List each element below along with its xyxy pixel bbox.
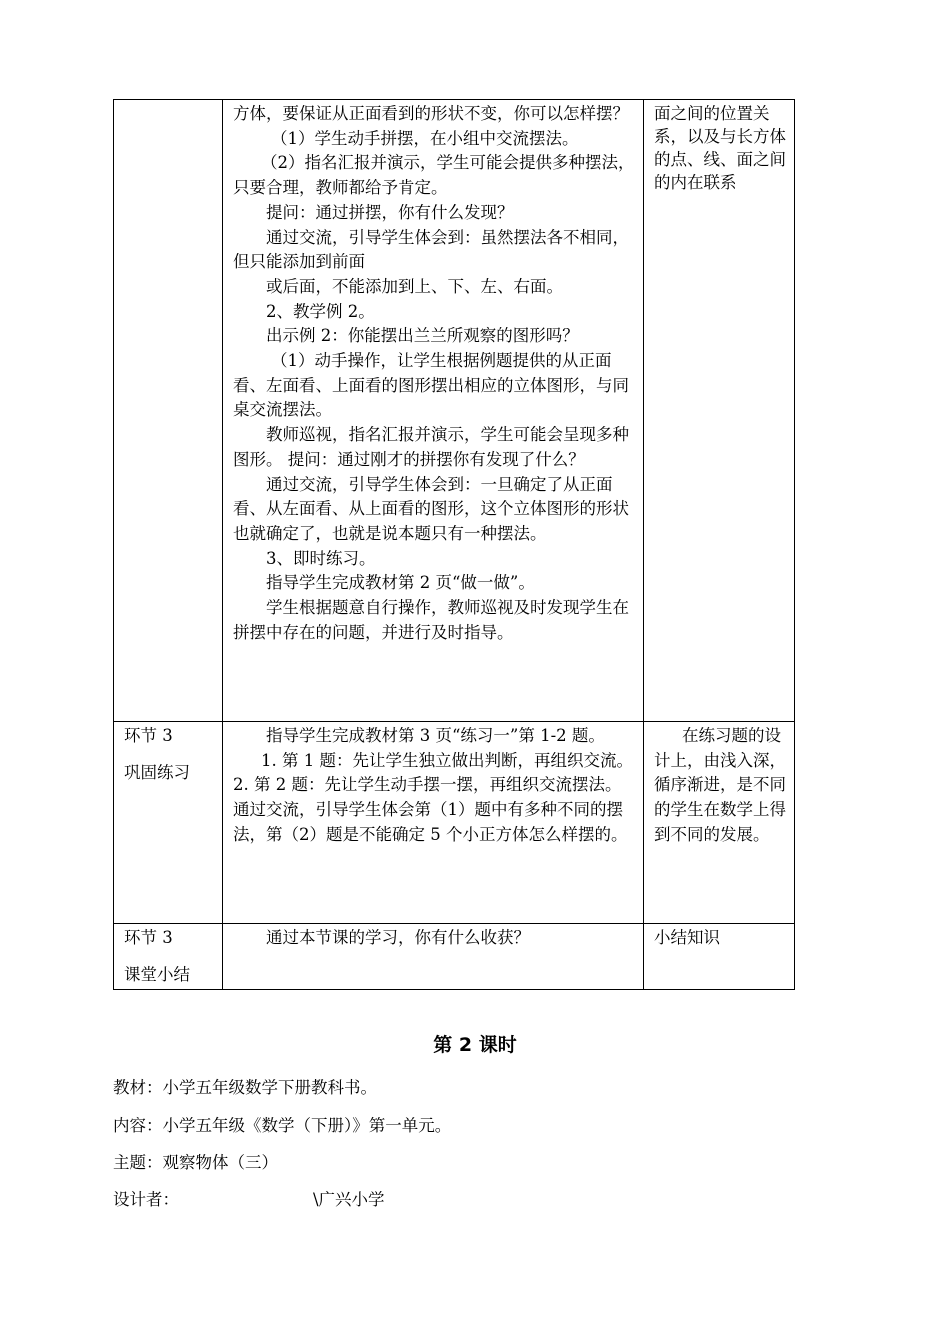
paragraph: 通过本节课的学习，你有什么收获？ xyxy=(266,928,530,947)
table-row xyxy=(114,924,795,990)
stage-cell xyxy=(114,100,223,722)
activity-cell xyxy=(223,924,644,990)
table-row xyxy=(114,722,795,924)
stage-label: 环节 3 xyxy=(124,928,173,947)
paragraph: 3、即时练习。 xyxy=(266,548,376,568)
paragraph: 提问：通过拼摆，你有什么发现？ xyxy=(266,202,514,222)
design-intent-text: 面之间的位置关系，以及与长方体的点、线、面之间的内在联系 xyxy=(654,104,786,192)
textbook-line: 教材：小学五年级数学下册教科书。 xyxy=(113,1078,377,1097)
stage-name: 课堂小结 xyxy=(124,964,190,984)
paragraph: （1）动手操作，让学生根据例题提供的从正面看、左面看、上面看的图形摆出相应的立体图形，与同桌交流摆法。 xyxy=(233,351,629,420)
activity-cell xyxy=(223,100,644,722)
activity-cell xyxy=(223,722,644,924)
topic-line: 主题：观察物体（三） xyxy=(113,1153,278,1172)
lesson-plan-table xyxy=(113,99,795,990)
design-intent-cell xyxy=(644,924,795,990)
paragraph: （2）指名汇报并演示，学生可能会提供多种摆法，只要合理，教师都给予肯定。 xyxy=(233,153,635,198)
design-intent-text: 在练习题的设计上，由浅入深，循序渐进，是不同的学生在数学上得到不同的发展。 xyxy=(654,726,786,844)
paragraph: 通过交流，引导学生体会到：虽然摆法各不相同，但只能添加到前面 xyxy=(233,227,629,272)
section-title: 第 2 课时 xyxy=(433,1034,517,1056)
content-line: 内容：小学五年级《数学（下册）》第一单元。 xyxy=(113,1116,452,1135)
paragraph: 2. 第 2 题：先让学生动手摆一摆，再组织交流摆法。通过交流，引导学生体会第（1）题中有多种不同的摆法，第（2）题是不能确定 5 个小正方体怎么样摆的。 xyxy=(233,775,628,844)
paragraph: 2、教学例 2。 xyxy=(266,301,375,321)
designer-label: 设计者： xyxy=(113,1190,179,1209)
stage-cell xyxy=(114,722,223,924)
paragraph: 指导学生完成教材第 3 页“练习一”第 1-2 题。 xyxy=(266,726,605,745)
paragraph: 指导学生完成教材第 2 页“做一做”。 xyxy=(266,573,535,593)
paragraph: 教师巡视，指名汇报并演示，学生可能会呈现多种图形。 提问：通过刚才的拼摆你有发现了什么？ xyxy=(233,425,629,469)
paragraph: 通过交流，引导学生体会到：一旦确定了从正面看、从左面看、从上面看的图形，这个立体图形的形状也就确定了，也就是说本题只有一种摆法。 xyxy=(233,474,629,543)
design-intent-cell xyxy=(644,722,795,924)
stage-cell xyxy=(114,924,223,990)
designer-school: \广兴小学 xyxy=(313,1190,385,1209)
design-intent-cell xyxy=(644,100,795,722)
paragraph: 出示例 2：你能摆出兰兰所观察的图形吗？ xyxy=(266,326,579,346)
table-row xyxy=(114,100,795,722)
paragraph: 1. 第 1 题：先让学生独立做出判断，再组织交流。 xyxy=(261,750,633,770)
paragraph: 方体，要保证从正面看到的形状不变，你可以怎样摆？ xyxy=(233,104,629,123)
paragraph: （1）学生动手拼摆，在小组中交流摆法。 xyxy=(271,128,579,148)
paragraph: 学生根据题意自行操作，教师巡视及时发现学生在拼摆中存在的问题，并进行及时指导。 xyxy=(233,598,629,642)
stage-label: 环节 3 xyxy=(124,726,173,745)
design-intent-text: 小结知识 xyxy=(654,928,720,947)
stage-name: 巩固练习 xyxy=(124,762,190,782)
paragraph: 或后面，不能添加到上、下、左、右面。 xyxy=(266,276,563,296)
